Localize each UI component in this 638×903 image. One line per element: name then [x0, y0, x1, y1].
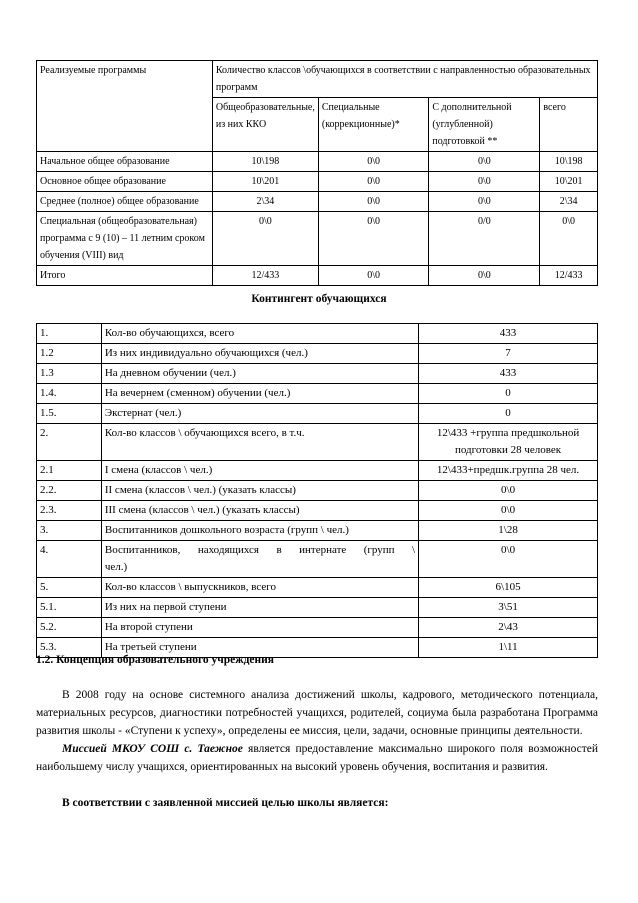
row-label: III смена (классов \ чел.) (указать классы)	[101, 501, 418, 521]
table-row	[37, 541, 598, 578]
row-label: Кол-во классов \ выпускников, всего	[101, 578, 418, 598]
row-total: 10\198	[540, 152, 598, 172]
row-label: Кол-во классов \ обучающихся всего, в т.ч.	[101, 424, 418, 461]
row-value: 2\43	[419, 618, 598, 638]
row-value: 3\51	[419, 598, 598, 618]
row-general: 12/433	[212, 266, 318, 286]
row-name: Основное общее образование	[37, 172, 213, 192]
table-row	[37, 618, 598, 638]
section-title: 1.2. Концепция образовательного учреждения	[36, 654, 274, 666]
table-row	[37, 152, 598, 172]
contingent-title: Контингент обучающихся	[251, 293, 387, 305]
table-row	[37, 364, 598, 384]
row-label: Кол-во обучающихся, всего	[101, 324, 418, 344]
row-label: На вечернем (сменном) обучении (чел.)	[101, 384, 418, 404]
row-extra: 0\0	[429, 152, 540, 172]
row-label: I смена (классов \ чел.)	[101, 461, 418, 481]
subheader-special: Специальные (коррекционные)*	[318, 98, 428, 152]
row-extra: 0\0	[429, 266, 540, 286]
row-special: 0\0	[318, 172, 428, 192]
row-extra: 0/0	[429, 212, 540, 266]
row-value: 1\28	[419, 521, 598, 541]
row-extra: 0\0	[429, 172, 540, 192]
row-special: 0\0	[318, 192, 428, 212]
row-name: Итого	[37, 266, 213, 286]
contingent-table	[36, 323, 598, 658]
row-value: 0\0	[419, 501, 598, 521]
row-total: 10\201	[540, 172, 598, 192]
row-general: 0\0	[212, 212, 318, 266]
row-label: На третьей ступени	[101, 638, 418, 658]
row-value: 12\433+предшк.группа 28 чел.	[419, 461, 598, 481]
row-value: 0\0	[419, 481, 598, 501]
row-special: 0\0	[318, 266, 428, 286]
programs-table	[36, 60, 598, 286]
row-label: Воспитанников дошкольного возраста (групп \ чел.)	[101, 521, 418, 541]
row-total: 12/433	[540, 266, 598, 286]
table-row	[37, 578, 598, 598]
row-num: 5.1.	[37, 598, 102, 618]
table-row	[37, 521, 598, 541]
subheader-extra: С дополнительной (углубленной) подготовкой **	[429, 98, 540, 152]
table-row	[37, 172, 598, 192]
mission-paragraph	[36, 740, 598, 776]
table-row-total	[37, 266, 598, 286]
row-num: 2.2.	[37, 481, 102, 501]
row-general: 10\201	[212, 172, 318, 192]
row-value: 6\105	[419, 578, 598, 598]
table-row	[37, 481, 598, 501]
row-num: 5.2.	[37, 618, 102, 638]
row-value: 12\433 +группа предшкольной подготовки 28 человек	[419, 424, 598, 461]
row-num: 2.	[37, 424, 102, 461]
mission-text: является предоставление максимально широкого поля возможностей наибольшему числу учащихся, ориентированных на высокий уровень обучения, воспитания и развития.	[36, 743, 598, 773]
table-row	[37, 424, 598, 461]
table-row	[37, 324, 598, 344]
subheader-general: Общеобразовательные, из них ККО	[212, 98, 318, 152]
row-label: Воспитанников, находящихся в интернате (групп \	[104, 544, 416, 556]
row-num: 3.	[37, 521, 102, 541]
subheader-total: всего	[540, 98, 598, 152]
table-row	[37, 501, 598, 521]
row-value: 7	[419, 344, 598, 364]
goal-paragraph: В соответствии с заявленной миссией целью школы является:	[62, 797, 389, 809]
table-header-row	[37, 61, 598, 98]
row-label: На второй ступени	[101, 618, 418, 638]
row-label-cell	[101, 541, 418, 578]
row-value: 0	[419, 404, 598, 424]
row-label-continued: чел.)	[104, 561, 128, 573]
table-row	[37, 344, 598, 364]
row-total: 0\0	[540, 212, 598, 266]
row-label: Из них на первой ступени	[101, 598, 418, 618]
row-num: 5.3.	[37, 638, 102, 658]
table-row	[37, 461, 598, 481]
row-label: Экстернат (чел.)	[101, 404, 418, 424]
row-value: 0	[419, 384, 598, 404]
row-special: 0\0	[318, 152, 428, 172]
mission-lead: Миссией МКОУ СОШ с. Таежное	[62, 743, 243, 755]
row-num: 2.3.	[37, 501, 102, 521]
row-label: II смена (классов \ чел.) (указать классы)	[101, 481, 418, 501]
row-num: 4.	[37, 541, 102, 578]
row-name: Среднее (полное) общее образование	[37, 192, 213, 212]
table-row	[37, 404, 598, 424]
row-value: 0\0	[419, 541, 598, 578]
row-name: Специальная (общеобразовательная) программа с 9 (10) – 11 летним сроком обучения (VIII) вид	[37, 212, 213, 266]
header-programs: Реализуемые программы	[37, 61, 213, 152]
row-num: 1.2	[37, 344, 102, 364]
row-num: 2.1	[37, 461, 102, 481]
table-row	[37, 384, 598, 404]
table-row	[37, 192, 598, 212]
row-num: 1.4.	[37, 384, 102, 404]
row-num: 1.3	[37, 364, 102, 384]
table-row	[37, 598, 598, 618]
row-name: Начальное общее образование	[37, 152, 213, 172]
row-label: На дневном обучении (чел.)	[101, 364, 418, 384]
row-value: 433	[419, 324, 598, 344]
row-num: 1.	[37, 324, 102, 344]
row-general: 2\34	[212, 192, 318, 212]
table-row	[37, 212, 598, 266]
row-extra: 0\0	[429, 192, 540, 212]
row-value: 1\11	[419, 638, 598, 658]
row-general: 10\198	[212, 152, 318, 172]
row-label: Из них индивидуально обучающихся (чел.)	[101, 344, 418, 364]
header-count: Количество классов \обучающихся в соответствии с направленностью образовательных программ	[212, 61, 597, 98]
row-total: 2\34	[540, 192, 598, 212]
row-num: 1.5.	[37, 404, 102, 424]
row-value: 433	[419, 364, 598, 384]
concept-paragraph: В 2008 году на основе системного анализа достижений школы, кадрового, методического потенциала, материальных ресурсов, диагностики потребностей учащихся, родителей, социума была разработана Программа развития школы - «Ступени к успеху», определены ее миссия, цели, задачи, основные принципы деятельности.	[36, 689, 598, 737]
row-special: 0\0	[318, 212, 428, 266]
row-num: 5.	[37, 578, 102, 598]
